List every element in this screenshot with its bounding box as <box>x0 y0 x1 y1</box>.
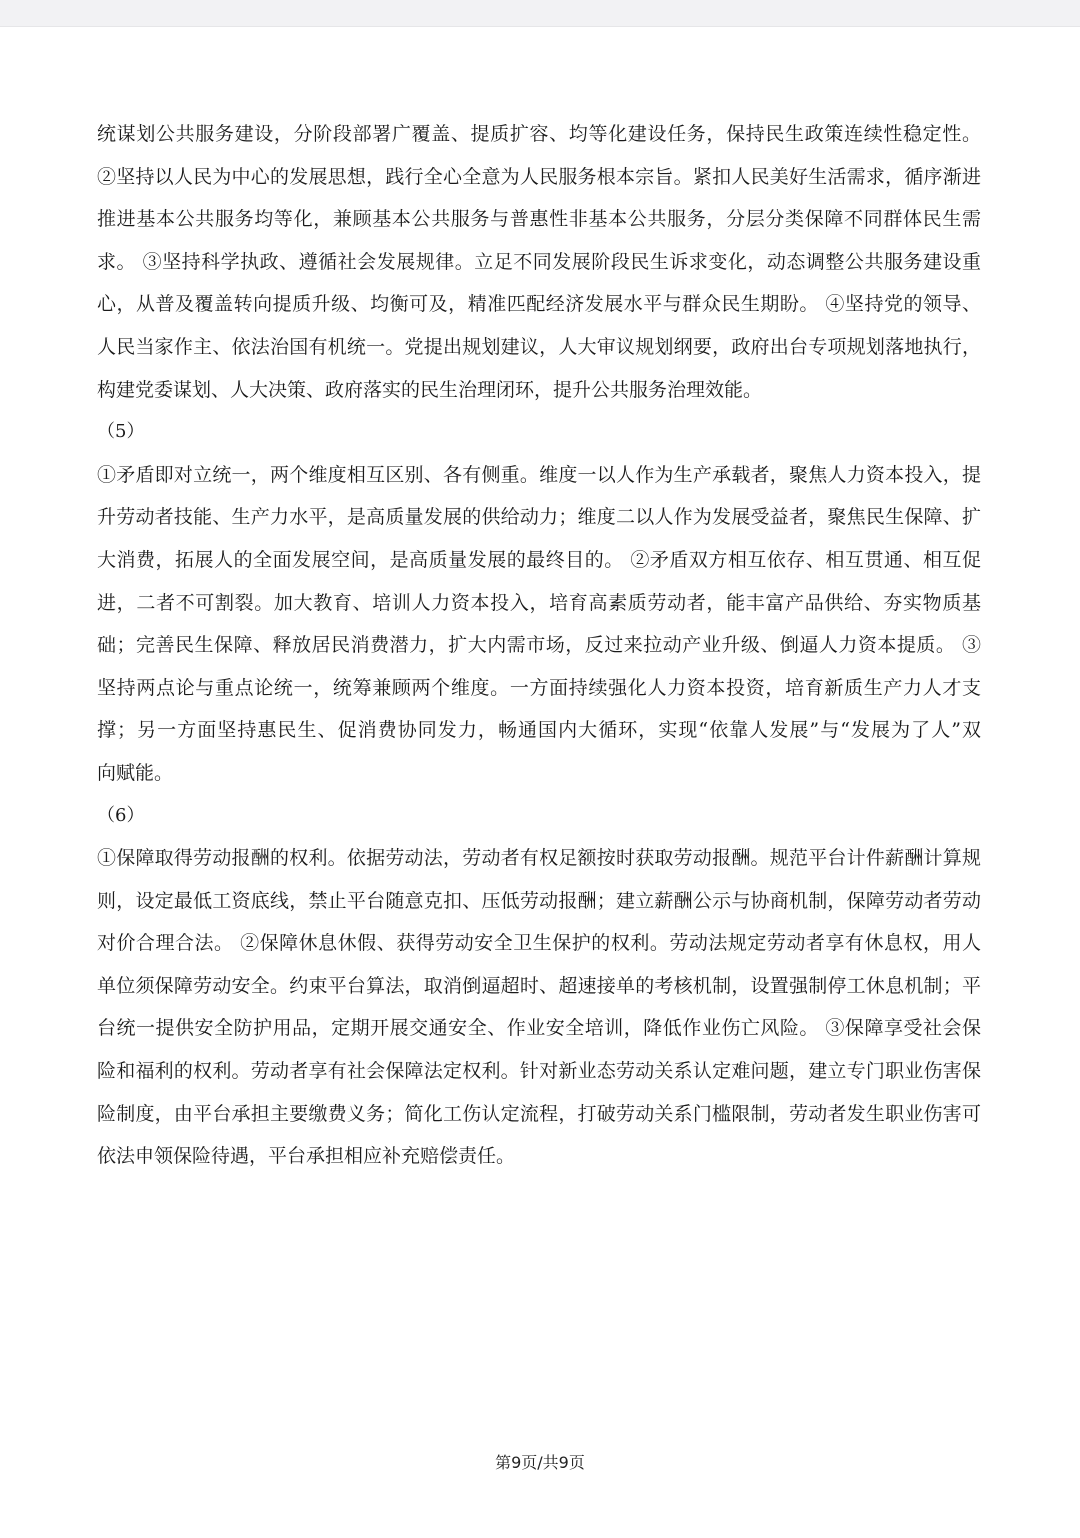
text-line: 对价合理合法。 ②保障休息休假、获得劳动安全卫生保护的权利。劳动法规定劳动者享有休息权，用人 <box>97 932 981 955</box>
text-line: 向赋能。 <box>97 761 174 784</box>
text-line: 险和福利的权利。劳动者享有社会保障法定权利。针对新业态劳动关系认定难问题，建立专门职业伤害保 <box>97 1060 981 1083</box>
text-line: 推进基本公共服务均等化，兼顾基本公共服务与普惠性非基本公共服务，分层分类保障不同群体民生需 <box>97 208 981 231</box>
text-line: 统谋划公共服务建设，分阶段部署广覆盖、提质扩容、均等化建设任务，保持民生政策连续性稳定性。 <box>97 123 981 145</box>
page-number: 第9页/共9页 <box>495 1453 585 1472</box>
question-label-6: （6） <box>97 804 145 826</box>
text-line: 依法申领保险待遇，平台承担相应补充赔偿责任。 <box>97 1145 516 1168</box>
text-line: 础；完善民生保障、释放居民消费潜力，扩大内需市场，反过来拉动产业升级、倒逼人力资本提质。 ③ <box>97 634 981 657</box>
text-line: ②坚持以人民为中心的发展思想，践行全心全意为人民服务根本宗旨。紧扣人民美好生活需求，循序渐进 <box>97 165 981 188</box>
document-body <box>97 113 981 1178</box>
question-label-5: （5） <box>97 421 145 443</box>
text-line: ①矛盾即对立统一，两个维度相互区别、各有侧重。维度一以人作为生产承载者，聚焦人力资本投入，提 <box>97 463 981 486</box>
text-line: 单位须保障劳动安全。约束平台算法，取消倒逼超时、超速接单的考核机制，设置强制停工休息机制；平 <box>97 974 981 997</box>
text-line: 构建党委谋划、人大决策、政府落实的民生治理闭环，提升公共服务治理效能。 <box>97 378 763 401</box>
text-line: 求。 ③坚持科学执政、遵循社会发展规律。立足不同发展阶段民生诉求变化，动态调整公共服务建设重 <box>97 250 981 273</box>
text-line: 撑；另一方面坚持惠民生、促消费协同发力，畅通国内大循环，实现“依靠人发展”与“发展为了人”双 <box>97 719 981 742</box>
viewer-top-bar <box>0 0 1080 27</box>
text-line: 坚持两点论与重点论统一，统筹兼顾两个维度。一方面持续强化人力资本投资，培育新质生产力人才支 <box>97 676 981 699</box>
text-line: ①保障取得劳动报酬的权利。依据劳动法，劳动者有权足额按时获取劳动报酬。规范平台计件薪酬计算规 <box>97 847 981 870</box>
text-line: 险制度，由平台承担主要缴费义务；简化工伤认定流程，打破劳动关系门槛限制，劳动者发生职业伤害可 <box>97 1102 981 1125</box>
text-line: 台统一提供安全防护用品，定期开展交通安全、作业安全培训，降低作业伤亡风险。 ③保障享受社会保 <box>97 1017 981 1040</box>
text-line: 大消费，拓展人的全面发展空间，是高质量发展的最终目的。 ②矛盾双方相互依存、相互贯通、相互促 <box>97 548 981 571</box>
text-line: 则，设定最低工资底线，禁止平台随意克扣、压低劳动报酬；建立薪酬公示与协商机制，保障劳动者劳动 <box>97 889 981 912</box>
text-line: 升劳动者技能、生产力水平，是高质量发展的供给动力；维度二以人作为发展受益者，聚焦民生保障、扩 <box>97 506 981 529</box>
text-line: 心，从普及覆盖转向提质升级、均衡可及，精准匹配经济发展水平与群众民生期盼。 ④坚持党的领导、 <box>97 293 981 316</box>
text-line: 人民当家作主、依法治国有机统一。党提出规划建议，人大审议规划纲要，政府出台专项规划落地执行， <box>97 335 981 358</box>
text-line: 进，二者不可割裂。加大教育、培训人力资本投入，培育高素质劳动者，能丰富产品供给、夯实物质基 <box>97 591 981 614</box>
